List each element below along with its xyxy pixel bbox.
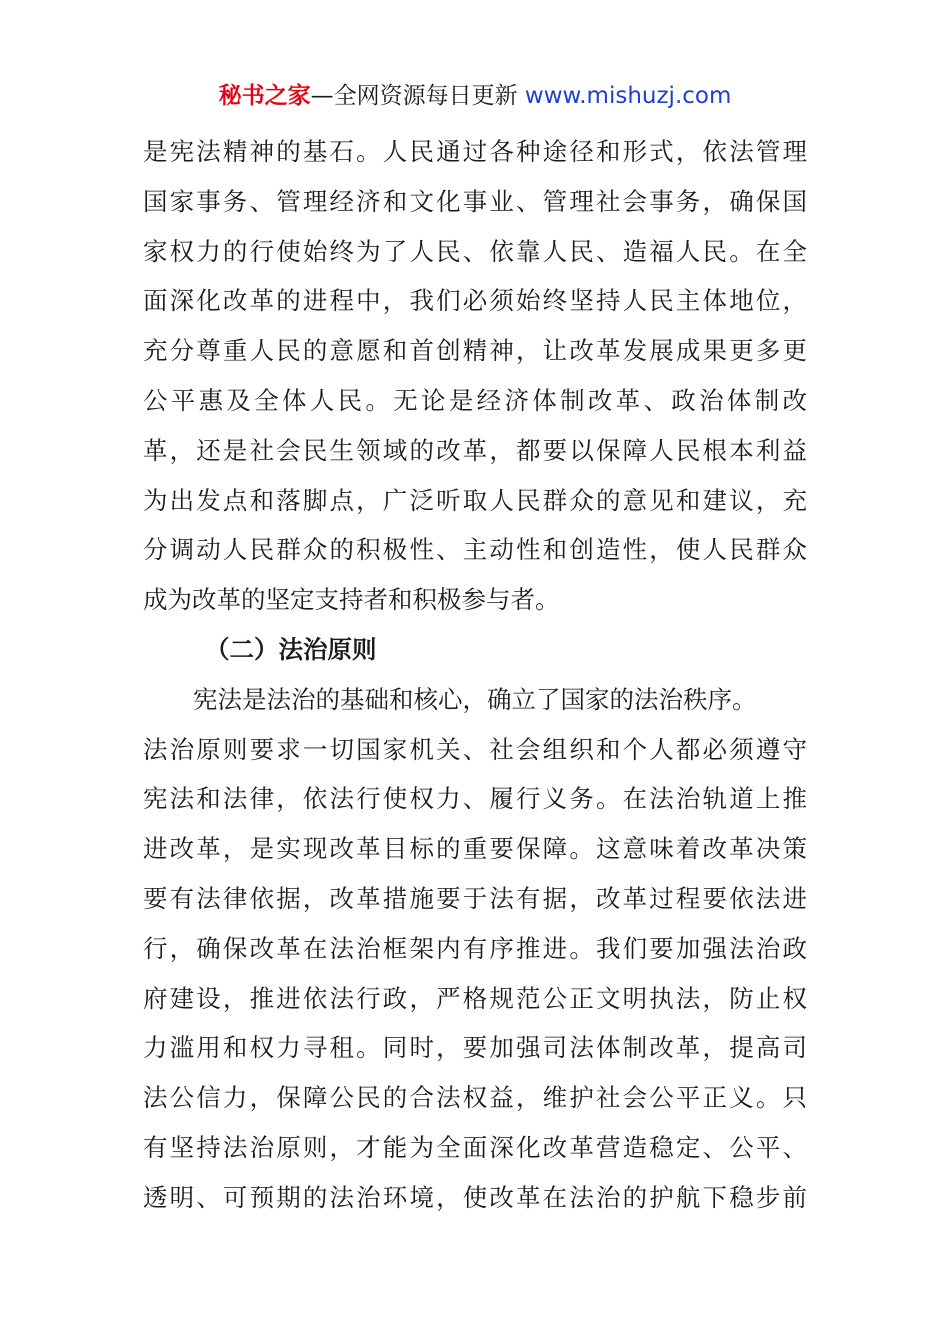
paragraph-line: 宪法是法治的基础和核心，确立了国家的法治秩序。: [193, 684, 757, 714]
paragraph-line: 透明、可预期的法治环境，使改革在法治的护航下稳步前: [143, 1182, 807, 1212]
header-site-url: www.mishuzj.com: [524, 83, 732, 109]
paragraph-line: 是宪法精神的基石。人民通过各种途径和形式，依法管理: [143, 137, 807, 166]
paragraph-line: 面深化改革的进程中，我们必须始终坚持人民主体地位，: [143, 286, 807, 316]
header-tagline: —全网资源每日更新: [310, 83, 518, 109]
paragraph-line: 法治原则要求一切国家机关、社会组织和个人都必须遵守: [143, 734, 807, 764]
paragraph-line: 有坚持法治原则，才能为全面深化改革营造稳定、公平、: [143, 1132, 807, 1162]
paragraph-line: 公平惠及全体人民。无论是经济体制改革、政治体制改: [143, 385, 807, 415]
paragraph-line: 国家事务、管理经济和文化事业、管理社会事务，确保国: [143, 186, 807, 216]
page-header: [0, 80, 950, 112]
paragraph-line: 力滥用和权力寻租。同时，要加强司法体制改革，提高司: [143, 1033, 807, 1063]
paragraph-line: 进改革，是实现改革目标的重要保障。这意味着改革决策: [143, 834, 807, 864]
paragraph-line: 要有法律依据，改革措施要于法有据，改革过程要依法进: [143, 883, 807, 913]
paragraph-line: 革，还是社会民生领域的改革，都要以保障人民根本利益: [143, 435, 807, 465]
paragraph-line: 宪法和法律，依法行使权力、履行义务。在法治轨道上推: [143, 784, 807, 814]
document-body: [143, 127, 807, 1223]
paragraph-line: 家权力的行使始终为了人民、依靠人民、造福人民。在全: [143, 236, 807, 266]
paragraph-line: 行，确保改革在法治框架内有序推进。我们要加强法治政: [143, 933, 807, 963]
paragraph-line: 为出发点和落脚点，广泛听取人民群众的意见和建议，充: [143, 485, 807, 515]
paragraph-line: 府建设，推进依法行政，严格规范公正文明执法，防止权: [143, 983, 807, 1013]
paragraph-line: 分调动人民群众的积极性、主动性和创造性，使人民群众: [143, 535, 807, 565]
paragraph-line: 法公信力，保障公民的合法权益，维护社会公平正义。只: [143, 1083, 807, 1113]
header-brand: 秘书之家: [218, 83, 311, 109]
paragraph-line: 充分尊重人民的意愿和首创精神，让改革发展成果更多更: [143, 336, 807, 366]
paragraph-line: 成为改革的坚定支持者和积极参与者。: [143, 585, 560, 615]
section-heading: （二）法治原则: [205, 634, 377, 664]
